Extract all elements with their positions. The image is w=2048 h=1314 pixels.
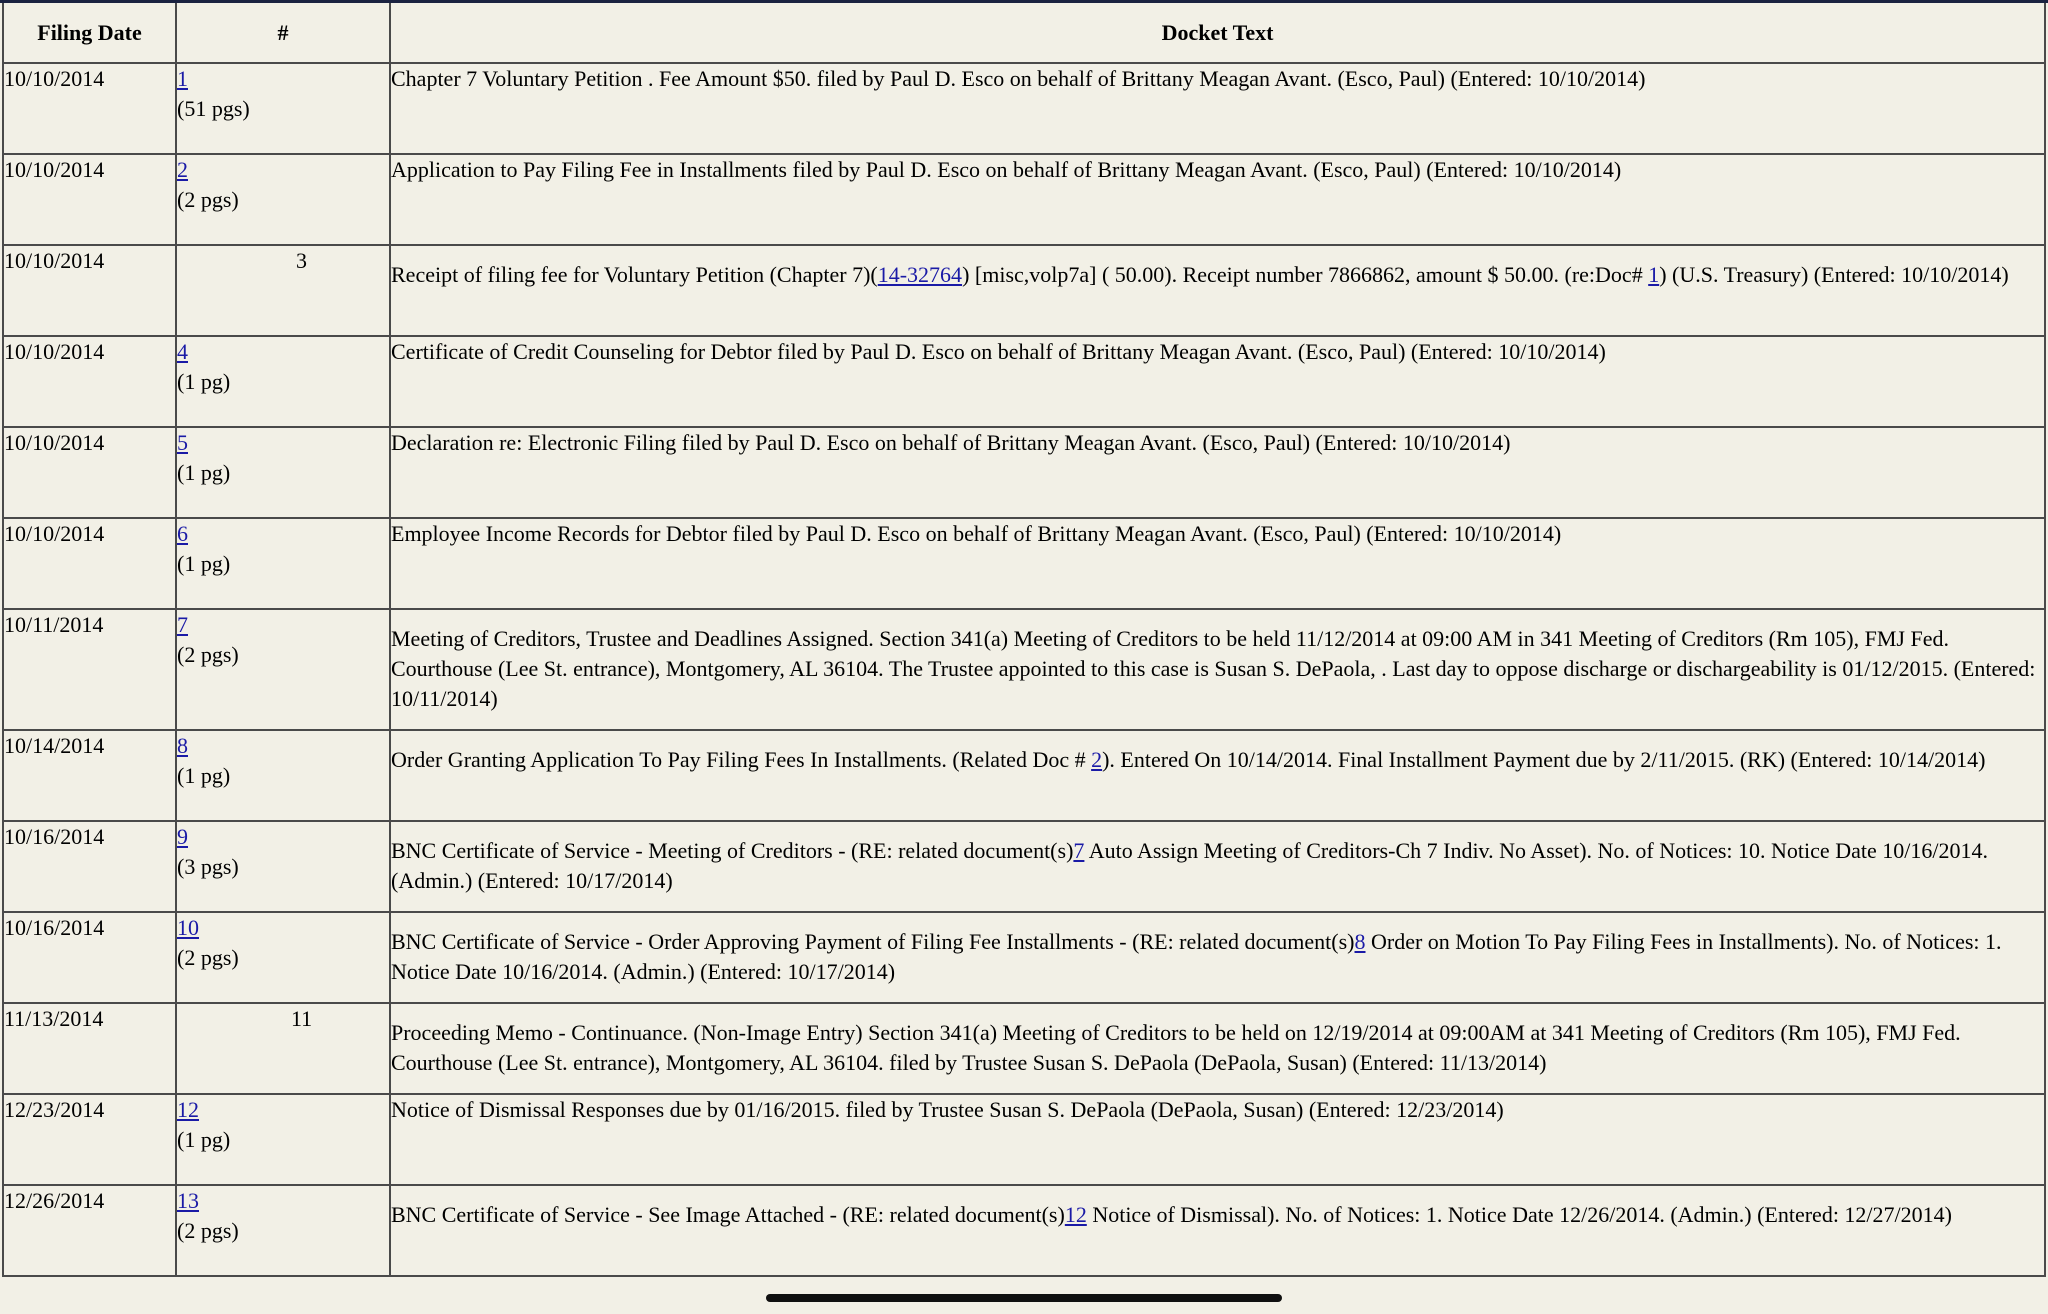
document-number-link[interactable]: 7	[177, 612, 188, 637]
docket-text: Application to Pay Filing Fee in Installments filed by Paul D. Esco on behalf of Brittany Meagan Avant. (Esco, Paul) (Entered: 10/10/2014)	[391, 157, 1622, 182]
docket-text-cell	[391, 1004, 2046, 1095]
document-number-cell	[177, 1095, 391, 1186]
page-count: (3 pgs)	[177, 854, 239, 879]
related-document-link[interactable]: 8	[1354, 929, 1366, 954]
related-document-link[interactable]: 14-32764	[877, 262, 963, 287]
table-row	[2, 1186, 2046, 1277]
table-row	[2, 64, 2046, 155]
filing-date-cell: 10/10/2014	[2, 428, 177, 519]
page-count: (51 pgs)	[177, 96, 250, 121]
filing-date-cell: 11/13/2014	[2, 1004, 177, 1095]
table-row	[2, 428, 2046, 519]
document-number-link[interactable]: 5	[177, 430, 188, 455]
header-docket-text: Docket Text	[391, 3, 2046, 64]
filing-date-cell: 12/26/2014	[2, 1186, 177, 1277]
filing-date-cell: 10/16/2014	[2, 822, 177, 913]
table-row	[2, 913, 2046, 1004]
docket-body	[2, 64, 2046, 1277]
page-count: (1 pg)	[177, 763, 231, 788]
header-number: #	[177, 3, 391, 64]
page-count: (1 pg)	[177, 551, 231, 576]
page-count: (1 pg)	[177, 460, 231, 485]
document-number-link[interactable]: 2	[177, 157, 188, 182]
docket-text: Chapter 7 Voluntary Petition . Fee Amount $50. filed by Paul D. Esco on behalf of Brittany Meagan Avant. (Esco, Paul) (Entered: 10/10/2014)	[391, 66, 1646, 91]
docket-text-cell	[391, 246, 2046, 337]
page-count: (2 pgs)	[177, 642, 239, 667]
docket-text: Proceeding Memo - Continuance. (Non-Image Entry) Section 341(a) Meeting of Creditors to be held on 12/19/2014 at 09:00AM at 341 Meeting of Creditors (Rm 105), FMJ Fed. Courthouse (Lee St. entrance), Montgomery, AL 36104. filed by Trustee Susan S. DePaola (DePaola, Susan) (Entered: 11/13/2014)	[391, 1020, 1961, 1075]
page-count: (1 pg)	[177, 369, 231, 394]
document-number-link[interactable]: 13	[177, 1188, 199, 1213]
docket-table	[2, 3, 2046, 1277]
page-count: (2 pgs)	[177, 187, 239, 212]
docket-text-cell	[391, 1186, 2046, 1277]
docket-text: BNC Certificate of Service - See Image Attached - (RE: related document(s)	[391, 1202, 1065, 1227]
related-document-link[interactable]: 12	[1064, 1202, 1087, 1227]
docket-text-cell	[391, 913, 2046, 1004]
docket-text: Receipt of filing fee for Voluntary Petition (Chapter 7)(	[391, 262, 878, 287]
page-count: (1 pg)	[177, 1127, 231, 1152]
docket-text: Declaration re: Electronic Filing filed by Paul D. Esco on behalf of Brittany Meagan Avant. (Esco, Paul) (Entered: 10/10/2014)	[391, 430, 1511, 455]
filing-date-cell: 10/16/2014	[2, 913, 177, 1004]
table-row	[2, 610, 2046, 731]
table-row	[2, 519, 2046, 610]
document-number-link[interactable]: 6	[177, 521, 188, 546]
page-count: (2 pgs)	[177, 1218, 239, 1243]
document-number-cell	[177, 519, 391, 610]
home-indicator-bar	[766, 1294, 1282, 1302]
document-number-cell	[177, 155, 391, 246]
document-number-cell	[177, 246, 391, 337]
docket-text: BNC Certificate of Service - Meeting of Creditors - (RE: related document(s)	[391, 838, 1074, 863]
header-filing-date: Filing Date	[2, 3, 177, 64]
docket-text: Order Granting Application To Pay Filing Fees In Installments. (Related Doc #	[391, 747, 1092, 772]
page-count: (2 pgs)	[177, 945, 239, 970]
docket-text: ). Entered On 10/14/2014. Final Installment Payment due by 2/11/2015. (RK) (Entered: 10/14/2014)	[1102, 747, 1986, 772]
table-row	[2, 337, 2046, 428]
docket-text-cell	[391, 1095, 2046, 1186]
docket-text: ) [misc,volp7a] ( 50.00). Receipt number 7866862, amount $ 50.00. (re:Doc#	[962, 262, 1649, 287]
document-number-cell	[177, 731, 391, 822]
docket-text: Employee Income Records for Debtor filed by Paul D. Esco on behalf of Brittany Meagan Avant. (Esco, Paul) (Entered: 10/10/2014)	[391, 521, 1562, 546]
filing-date-cell: 10/11/2014	[2, 610, 177, 731]
docket-text-cell	[391, 428, 2046, 519]
document-number-cell	[177, 64, 391, 155]
docket-text: Auto Assign Meeting of Creditors-Ch 7 Indiv. No Asset). No. of Notices: 10. Notice Date 10/16/2014. (Admin.) (Entered: 10/17/2014)	[391, 838, 1988, 893]
docket-text: Meeting of Creditors, Trustee and Deadlines Assigned. Section 341(a) Meeting of Creditors to be held 11/12/2014 at 09:00 AM in 341 Meeting of Creditors (Rm 105), FMJ Fed. Courthouse (Lee St. entrance), Montgomery, AL 36104. The Trustee appointed to this case is Susan S. DePaola, . Last day to oppose discharge or dischargeability is 01/12/2015. (Entered: 10/11/2014)	[391, 626, 2036, 711]
related-document-link[interactable]: 2	[1091, 747, 1103, 772]
filing-date-cell: 10/10/2014	[2, 155, 177, 246]
filing-date-cell: 10/10/2014	[2, 246, 177, 337]
docket-text-cell	[391, 337, 2046, 428]
docket-text-cell	[391, 519, 2046, 610]
document-number-cell	[177, 337, 391, 428]
docket-text-cell	[391, 155, 2046, 246]
document-number-link[interactable]: 9	[177, 824, 188, 849]
table-header-row	[2, 3, 2046, 64]
document-number-link[interactable]: 4	[177, 339, 188, 364]
table-row	[2, 155, 2046, 246]
document-number-cell	[177, 913, 391, 1004]
document-number-cell	[177, 1004, 391, 1095]
document-number-link[interactable]: 10	[177, 915, 199, 940]
document-number: 11	[291, 1006, 313, 1031]
document-number-cell	[177, 428, 391, 519]
docket-text: Order on Motion To Pay Filing Fees in Installments). No. of Notices: 1. Notice Date 10/16/2014. (Admin.) (Entered: 10/17/2014)	[391, 929, 2002, 984]
docket-text: Notice of Dismissal). No. of Notices: 1. Notice Date 12/26/2014. (Admin.) (Entered: 12/27/2014)	[1086, 1202, 1952, 1227]
docket-text: Notice of Dismissal Responses due by 01/16/2015. filed by Trustee Susan S. DePaola (DePaola, Susan) (Entered: 12/23/2014)	[391, 1097, 1504, 1122]
table-row	[2, 731, 2046, 822]
document-number-cell	[177, 822, 391, 913]
docket-text: Certificate of Credit Counseling for Debtor filed by Paul D. Esco on behalf of Brittany Meagan Avant. (Esco, Paul) (Entered: 10/10/2014)	[391, 339, 1606, 364]
filing-date-cell: 12/23/2014	[2, 1095, 177, 1186]
document-number-cell	[177, 610, 391, 731]
document-number-cell	[177, 1186, 391, 1277]
docket-text: BNC Certificate of Service - Order Approving Payment of Filing Fee Installments - (RE: related document(s)	[391, 929, 1355, 954]
docket-text-cell	[391, 731, 2046, 822]
filing-date-cell: 10/10/2014	[2, 64, 177, 155]
docket-text-cell	[391, 64, 2046, 155]
table-row	[2, 1095, 2046, 1186]
filing-date-cell: 10/14/2014	[2, 731, 177, 822]
table-row	[2, 1004, 2046, 1095]
table-row	[2, 822, 2046, 913]
docket-text-cell	[391, 610, 2046, 731]
document-number-link[interactable]: 12	[177, 1097, 199, 1122]
related-document-link[interactable]: 7	[1073, 838, 1085, 863]
document-number-link[interactable]: 8	[177, 733, 188, 758]
filing-date-cell: 10/10/2014	[2, 337, 177, 428]
filing-date-cell: 10/10/2014	[2, 519, 177, 610]
document-number-link[interactable]: 1	[177, 66, 188, 91]
related-document-link[interactable]: 1	[1648, 262, 1660, 287]
document-number: 3	[296, 248, 307, 273]
docket-text: ) (U.S. Treasury) (Entered: 10/10/2014)	[1659, 262, 2009, 287]
docket-text-cell	[391, 822, 2046, 913]
table-row	[2, 246, 2046, 337]
